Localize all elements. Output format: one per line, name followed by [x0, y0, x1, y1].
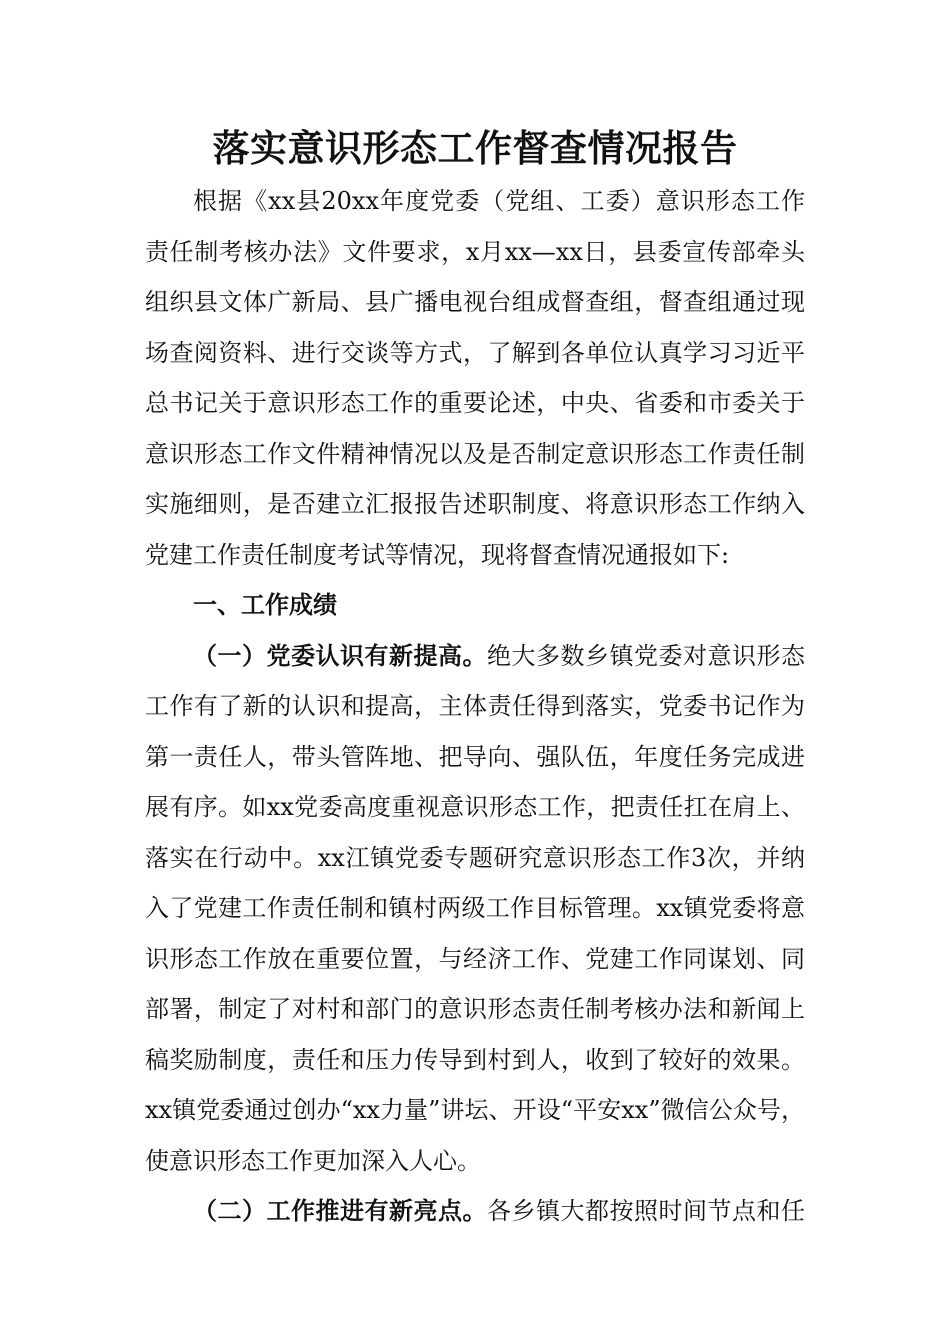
item-lead-2: （二）工作推进有新亮点。: [193, 1196, 487, 1225]
intro-paragraph: 根据《xx县20xx年度党委（党组、工委）意识形态工作责任制考核办法》文件要求，x月xx—xx日，县委宣传部牵头组织县文体广新局、县广播电视台组成督查组，督查组通过现场查阅资料、进行交谈等方式，了解到各单位认真学习习近平总书记关于意识形态工作的重要论述，中央、省委和市委关于意识形态工作文件精神情况以及是否制定意识形态工作责任制实施细则，是否建立汇报报告述职制度、将意识形态工作纳入党建工作责任制度考试等情况，现将督查情况通报如下:: [145, 187, 805, 569]
item-text-1: 绝大多数乡镇党委对意识形态工作有了新的认识和提高，主体责任得到落实，党委书记作为第一责任人，带头管阵地、把导向、强队伍，年度任务完成进展有序。如xx党委高度重视意识形态工作，把责任扛在肩上、落实在行动中。xx江镇党委专题研究意识形态工作3次，并纳入了党建工作责任制和镇村两级工作目标管理。xx镇党委将意识形态工作放在重要位置，与经济工作、党建工作同谋划、同部署，制定了对村和部门的意识形态责任制考核办法和新闻上稿奖励制度，责任和压力传导到村到人，收到了较好的效果。xx镇党委通过创办“xx力量”讲坛、开设“平安xx”微信公众号，使意识形态工作更加深入人心。: [145, 641, 805, 1175]
item-paragraph-1: [145, 631, 805, 1187]
document-body: [145, 176, 805, 1237]
item-lead-1: （一）党委认识有新提高。: [193, 640, 487, 670]
document-title: 落实意识形态工作督查情况报告: [212, 126, 738, 170]
section-heading-achievements: 一、工作成绩: [193, 590, 337, 619]
item-paragraph-2: [145, 1186, 805, 1237]
item-text-2: 各乡镇大都按照时间节点和任: [487, 1197, 805, 1225]
